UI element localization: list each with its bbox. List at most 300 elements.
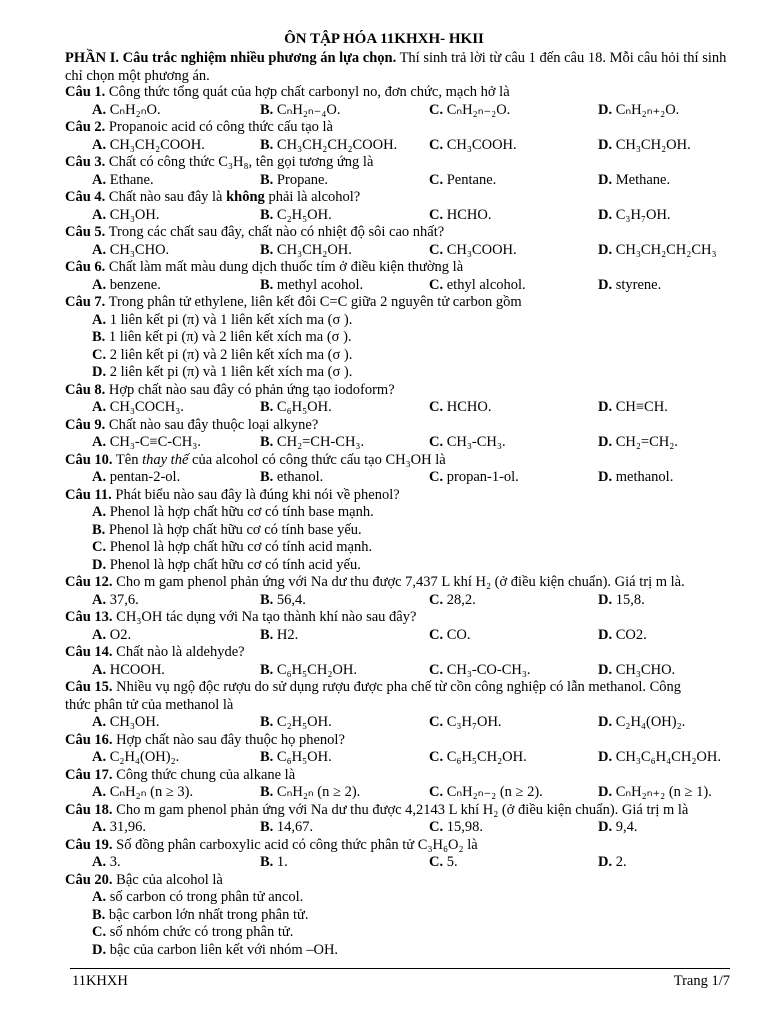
answer-text: CH₃CH₂OH. — [273, 241, 352, 258]
answer-option — [260, 172, 328, 190]
question-number: Câu 11. — [65, 486, 112, 503]
answer-letter: C. — [429, 749, 444, 765]
question-stem — [65, 487, 745, 505]
answer-letter: A. — [92, 101, 107, 118]
answer-letter: B. — [260, 101, 274, 118]
answer-option — [92, 312, 732, 330]
answer-text: H2. — [273, 626, 299, 643]
answer-letter: C. — [429, 714, 444, 730]
answer-letter: A. — [92, 714, 107, 730]
answer-letter: C. — [429, 136, 444, 153]
answer-letter: C. — [429, 276, 444, 293]
answer-letter: B. — [260, 626, 274, 643]
answer-text: pentan-2-ol. — [106, 469, 181, 485]
answer-letter: A. — [92, 504, 107, 520]
question-number: Câu 9. — [65, 416, 106, 433]
answer-option — [92, 557, 732, 575]
question-number: Câu 7. — [65, 294, 106, 310]
question-number: Câu 5. — [65, 224, 106, 240]
answer-text: CₙH₂ₙ (n ≥ 3). — [106, 784, 194, 800]
answer-letter: D. — [598, 276, 613, 293]
answer-text: số nhóm chức có trong phân tử. — [106, 924, 294, 940]
part-heading: PHẦN I. Câu trắc nghiệm nhiều phương án lựa chọn. — [65, 50, 397, 66]
answer-options-row — [65, 137, 745, 155]
answer-letter: B. — [260, 661, 274, 678]
answer-option — [260, 399, 332, 417]
answer-text: 2 liên kết pi (π) và 1 liên kết xích ma (σ ). — [106, 364, 353, 380]
answer-letter: C. — [429, 819, 444, 835]
answer-letter: B. — [260, 136, 274, 153]
page-title: ÔN TẬP HÓA 11KHXH- HKII — [284, 31, 484, 47]
answer-option — [92, 242, 169, 260]
answer-letter: C. — [429, 241, 444, 258]
answer-letter: C. — [429, 434, 444, 450]
question-text: Công thức tổng quát của hợp chất carbonyl no, đơn chức, mạch hở là — [105, 84, 510, 100]
answer-letter: B. — [260, 819, 274, 835]
answer-option — [260, 627, 298, 645]
answer-options-row — [65, 469, 745, 487]
answer-letter: D. — [598, 399, 613, 415]
answer-text: propan-1-ol. — [443, 469, 519, 485]
answer-option — [429, 102, 510, 120]
answer-text: CₙH₂ₙ₋₂O. — [443, 101, 511, 118]
answer-option — [598, 102, 679, 120]
question-number: Câu 16. — [65, 731, 113, 748]
answer-text: CH₃CH₂CH₂COOH. — [273, 136, 398, 153]
answer-option — [429, 662, 531, 680]
answer-text: 3. — [106, 854, 121, 870]
answer-text: CH₃CHO. — [106, 241, 170, 258]
answer-letter: A. — [92, 661, 107, 678]
answer-text: số carbon có trong phân tử ancol. — [106, 889, 304, 905]
question-text: Bậc của alcohol là — [112, 871, 223, 888]
question-text: Trong các chất sau đây, chất nào có nhiệt độ sôi cao nhất? — [105, 224, 445, 240]
answer-text: 1 liên kết pi (π) và 2 liên kết xích ma (σ ). — [105, 329, 352, 345]
answer-letter: D. — [598, 591, 613, 608]
footer-class-label: 11KHXH — [72, 973, 128, 989]
answer-text: CH₃CH₂OH. — [612, 136, 691, 153]
answer-letter: A. — [92, 626, 107, 643]
answer-text: CH₃CHO. — [612, 661, 676, 678]
answer-text: 1. — [273, 854, 288, 870]
answer-option — [92, 942, 732, 960]
question-text: của alcohol có công thức cấu tạo CH₃OH là — [188, 451, 446, 468]
answer-option — [598, 819, 637, 837]
question-text: Chất nào sau đây thuộc loại alkyne? — [105, 416, 319, 433]
question-stem — [65, 802, 745, 820]
question-stem — [65, 767, 745, 785]
answer-text: CₙH₂ₙ₋₄O. — [273, 101, 341, 118]
answer-option — [92, 662, 165, 680]
question-stem — [65, 224, 745, 242]
answer-text: CH₃COOH. — [443, 136, 517, 153]
question-number: Câu 12. — [65, 574, 113, 590]
answer-text: CH₃C₆H₄CH₂OH. — [612, 749, 721, 765]
answer-option — [92, 889, 732, 907]
answer-option — [92, 277, 161, 295]
answer-option — [429, 714, 502, 732]
answer-option — [429, 399, 491, 417]
answer-text: C₂H₅OH. — [273, 206, 332, 223]
answer-text: HCHO. — [443, 206, 492, 223]
answer-text: bậc của carbon liên kết với nhóm –OH. — [106, 941, 339, 958]
answer-option — [92, 364, 732, 382]
question-text: Hợp chất nào sau đây có phản ứng tạo iodoform? — [105, 381, 395, 398]
question-number: Câu 20. — [65, 871, 113, 888]
answer-letter: A. — [92, 311, 107, 328]
answer-options-row — [65, 277, 745, 295]
answer-option — [92, 819, 146, 837]
question-text-continued: thức phân tử của methanol là — [65, 696, 234, 713]
answer-options-row — [65, 819, 745, 837]
answer-letter: A. — [92, 399, 107, 415]
question-text: Hợp chất nào sau đây thuộc họ phenol? — [112, 731, 345, 748]
answer-letter: A. — [92, 469, 107, 485]
answer-options-row — [65, 662, 745, 680]
answer-option — [429, 172, 496, 190]
question-number: Câu 1. — [65, 84, 106, 100]
answer-letter: A. — [92, 819, 107, 835]
answer-letter: A. — [92, 206, 107, 223]
answer-letter: D. — [598, 241, 613, 258]
answer-text: C₃H₇OH. — [612, 206, 671, 223]
question-stem — [65, 679, 745, 697]
answer-letter: D. — [598, 749, 613, 765]
answer-letter: B. — [260, 171, 274, 188]
answer-option — [429, 749, 527, 767]
answer-letter: B. — [260, 399, 274, 415]
question-number: Câu 8. — [65, 381, 106, 398]
question-text: Chất có công thức C₃H₈, tên gọi tương ứng là — [105, 154, 374, 170]
question-stem — [65, 644, 745, 662]
question-text: Tên — [112, 451, 143, 468]
question-stem — [65, 574, 745, 592]
question-stem — [65, 732, 745, 750]
question-number: Câu 3. — [65, 154, 106, 170]
answer-text: CH₃OH. — [106, 206, 160, 223]
answer-letter: A. — [92, 784, 107, 800]
answer-text: CH₃-CO-CH₃. — [443, 661, 531, 678]
answer-text: HCHO. — [443, 399, 492, 415]
question-text: Chất nào sau đây là — [105, 189, 227, 205]
answer-option — [598, 434, 678, 452]
answer-letter: D. — [598, 171, 613, 188]
answer-text: HCOOH. — [106, 661, 165, 678]
answer-option — [260, 242, 352, 260]
answer-option — [92, 469, 180, 487]
answer-options-row — [65, 592, 745, 610]
answer-text: CH₃OH. — [106, 714, 160, 730]
question-text: Phát biểu nào sau đây là đúng khi nói về phenol? — [111, 486, 400, 503]
answer-letter: B. — [260, 714, 274, 730]
answer-text: CH₃-C≡C-CH₃. — [106, 434, 201, 450]
answer-text: CH₂=CH₂. — [612, 434, 678, 450]
question-number: Câu 10. — [65, 451, 113, 468]
answer-option — [429, 277, 526, 295]
answer-letter: B. — [92, 906, 106, 923]
answer-option — [598, 207, 671, 225]
answer-option — [429, 242, 517, 260]
answer-option — [598, 627, 647, 645]
footer-divider — [70, 968, 730, 969]
answer-letter: D. — [92, 364, 107, 380]
answer-option — [598, 242, 717, 260]
answer-text: CₙH₂ₙ₋₂ (n ≥ 2). — [443, 784, 543, 800]
answer-option — [260, 662, 357, 680]
question-text: Cho m gam phenol phản ứng với Na dư thu được 4,2143 L khí H₂ (ở điều kiện chuẩn). Giá trị m là — [112, 801, 689, 818]
question-stem — [65, 452, 745, 470]
answer-option — [92, 627, 131, 645]
answer-text: Pentane. — [443, 171, 497, 188]
answer-option — [92, 329, 732, 347]
answer-letter: A. — [92, 434, 107, 450]
answer-text: Methane. — [612, 171, 671, 188]
question-number: Câu 18. — [65, 801, 113, 818]
question-text: Propanoic acid có công thức cấu tạo là — [105, 119, 333, 135]
answer-letter: D. — [598, 626, 613, 643]
answer-options-row — [65, 242, 745, 260]
question-stem — [65, 609, 745, 627]
answer-text: CO2. — [612, 626, 647, 643]
answer-option — [92, 207, 160, 225]
answer-letter: D. — [598, 434, 613, 450]
question-stem — [65, 872, 745, 890]
answer-option — [260, 434, 364, 452]
answer-option — [92, 749, 179, 767]
answer-option — [429, 854, 458, 872]
answer-letter: A. — [92, 749, 107, 765]
answer-letter: A. — [92, 171, 107, 188]
answer-text: CₙH₂ₙO. — [106, 101, 161, 118]
answer-letter: A. — [92, 889, 107, 905]
answer-text: CₙH₂ₙ (n ≥ 2). — [273, 784, 361, 800]
answer-letter: C. — [429, 784, 444, 800]
answer-letter: B. — [260, 591, 274, 608]
question-stem — [65, 189, 745, 207]
answer-option — [429, 819, 483, 837]
answer-text: CH₂=CH-CH₃. — [273, 434, 365, 450]
answer-text: CH₃COOH. — [443, 241, 517, 258]
answer-option — [598, 714, 685, 732]
answer-option — [260, 207, 332, 225]
answer-text: CO. — [443, 626, 471, 643]
question-number: Câu 4. — [65, 189, 106, 205]
answer-letter: D. — [598, 819, 613, 835]
answer-text: C₆H₅OH. — [273, 399, 332, 415]
answer-option — [429, 784, 543, 802]
answer-text: 5. — [443, 854, 458, 870]
answer-option — [92, 539, 732, 557]
answer-text: 15,8. — [612, 591, 645, 608]
answer-options-row — [65, 784, 745, 802]
answer-letter: B. — [260, 854, 274, 870]
answer-letter: D. — [598, 136, 613, 153]
answer-letter: D. — [598, 206, 613, 223]
answer-letter: A. — [92, 854, 107, 870]
answer-letter: C. — [429, 206, 444, 223]
answer-text: 37,6. — [106, 591, 139, 608]
answer-options-row — [65, 714, 745, 732]
answer-text: Propane. — [273, 171, 329, 188]
answer-options-row — [65, 854, 745, 872]
answer-option — [92, 102, 161, 120]
answer-text: methanol. — [612, 469, 674, 485]
answer-option — [598, 399, 668, 417]
answer-option — [598, 172, 670, 190]
answer-text: Phenol là hợp chất hữu cơ có tính acid yếu. — [106, 556, 361, 573]
answer-option — [92, 907, 732, 925]
answer-text: 28,2. — [443, 591, 476, 608]
answer-option — [260, 277, 363, 295]
answer-option — [260, 469, 323, 487]
question-stem — [65, 294, 745, 312]
answer-text: C₃H₇OH. — [443, 714, 502, 730]
footer-page-number: Trang 1/7 — [673, 973, 730, 989]
answer-text: CH₃-CH₃. — [443, 434, 506, 450]
answer-options-row — [65, 172, 745, 190]
answer-letter: C. — [429, 101, 444, 118]
answer-option — [92, 434, 201, 452]
answer-text: 2. — [612, 854, 627, 870]
answer-option — [260, 749, 332, 767]
question-emphasis: không — [226, 189, 265, 205]
question-stem — [65, 259, 745, 277]
answer-letter: D. — [598, 101, 613, 118]
answer-letter: A. — [92, 241, 107, 258]
answer-letter: C. — [429, 171, 444, 188]
answer-option — [92, 784, 193, 802]
answer-option — [92, 522, 732, 540]
question-text: CH₃OH tác dụng với Na tạo thành khí nào sau đây? — [112, 609, 417, 625]
answer-option — [429, 137, 517, 155]
answer-text: CH₃COCH₃. — [106, 399, 184, 415]
answer-option — [92, 504, 732, 522]
answer-letter: C. — [429, 854, 444, 870]
part-intro — [65, 50, 735, 85]
question-stem — [65, 119, 745, 137]
answer-text: 9,4. — [612, 819, 638, 835]
answer-option — [260, 784, 360, 802]
answer-letter: C. — [92, 346, 107, 363]
answer-text: C₆H₅CH₂OH. — [273, 661, 357, 678]
answer-letter: B. — [260, 749, 274, 765]
answer-text: methyl acohol. — [273, 276, 364, 293]
answer-option — [598, 277, 661, 295]
answer-option — [260, 714, 332, 732]
answer-option — [260, 102, 340, 120]
question-text: Trong phân tử ethylene, liên kết đôi C=C giữa 2 nguyên tử carbon gồm — [105, 294, 522, 310]
answer-option — [429, 592, 476, 610]
answer-text: 15,98. — [443, 819, 483, 835]
answer-option — [92, 137, 205, 155]
answer-options-row — [65, 399, 745, 417]
answer-text: CₙH₂ₙ₊₂ (n ≥ 1). — [612, 784, 712, 800]
answer-option — [598, 749, 721, 767]
answer-letter: D. — [598, 784, 613, 800]
answer-option — [598, 592, 645, 610]
answer-letter: B. — [260, 469, 274, 485]
answer-option — [598, 784, 712, 802]
question-number: Câu 15. — [65, 679, 113, 695]
answer-text: C₂H₄(OH)₂. — [612, 714, 686, 730]
answer-letter: B. — [260, 434, 274, 450]
question-number: Câu 13. — [65, 609, 113, 625]
answer-letter: D. — [598, 714, 613, 730]
answer-text: Phenol là hợp chất hữu cơ có tính base yếu. — [105, 521, 362, 538]
answer-text: 31,96. — [106, 819, 146, 835]
answer-option — [92, 924, 732, 942]
answer-option — [598, 854, 627, 872]
answer-text: 14,67. — [273, 819, 314, 835]
answer-text: 1 liên kết pi (π) và 1 liên kết xích ma (σ ). — [106, 311, 353, 328]
answer-text: C₆H₅OH. — [273, 749, 332, 765]
question-text: Chất làm mất màu dung dịch thuốc tím ở điều kiện thường là — [105, 259, 464, 275]
answer-option — [92, 399, 184, 417]
answer-option — [429, 627, 471, 645]
answer-text: C₆H₅CH₂OH. — [443, 749, 527, 765]
question-text: Công thức chung của alkane là — [112, 766, 296, 783]
answer-letter: B. — [260, 206, 274, 223]
answer-letter: A. — [92, 276, 107, 293]
answer-option — [429, 469, 519, 487]
answer-letter: A. — [92, 591, 107, 608]
answer-option — [260, 137, 397, 155]
answer-letter: D. — [92, 556, 107, 573]
question-stem — [65, 84, 745, 102]
answer-letter: D. — [598, 469, 613, 485]
answer-text: CH₃CH₂COOH. — [106, 136, 205, 153]
question-stem — [65, 154, 745, 172]
question-stem — [65, 837, 745, 855]
answer-option — [92, 854, 121, 872]
answer-option — [598, 137, 691, 155]
answer-letter: C. — [429, 591, 444, 608]
question-number: Câu 19. — [65, 836, 113, 853]
answer-text: CH₃CH₂CH₂CH₃ — [612, 241, 717, 258]
answer-text: Phenol là hợp chất hữu cơ có tính acid mạnh. — [106, 539, 373, 555]
question-emphasis: thay thế — [142, 451, 189, 468]
answer-option — [429, 434, 506, 452]
answer-letter: B. — [260, 276, 274, 293]
answer-text: CₙH₂ₙ₊₂O. — [612, 101, 680, 118]
answer-options-row — [65, 434, 745, 452]
answer-letter: D. — [598, 854, 613, 870]
question-text: Chất nào là aldehyde? — [112, 644, 245, 660]
question-text: Số đồng phân carboxylic acid có công thức phân tử C₃H₆O₂ là — [112, 836, 478, 853]
part-instruction: Thí sinh trả lời từ câu 1 đến câu 18. Mỗi câu hỏi thí sinh chỉ chọn một phương án. — [65, 50, 727, 84]
answer-text: CH≡CH. — [612, 399, 668, 415]
answer-option — [260, 854, 288, 872]
answer-text: C₂H₄(OH)₂. — [106, 749, 180, 765]
answer-text: ethanol. — [273, 469, 324, 485]
answer-text: O2. — [106, 626, 132, 643]
answer-option — [92, 714, 160, 732]
question-stem — [65, 417, 745, 435]
answer-text: C₂H₅OH. — [273, 714, 332, 730]
answer-options-row — [65, 102, 745, 120]
answer-option — [260, 592, 306, 610]
answer-options-row — [65, 627, 745, 645]
answer-text: Ethane. — [106, 171, 154, 188]
answer-letter: B. — [92, 521, 106, 538]
answer-option — [598, 662, 675, 680]
question-text: Nhiều vụ ngộ độc rượu do sử dụng rượu được pha chế từ cồn công nghiệp có lẫn methanol. Công — [112, 679, 682, 695]
question-stem — [65, 382, 745, 400]
answer-letter: B. — [260, 241, 274, 258]
answer-letter: D. — [598, 661, 613, 678]
answer-option — [92, 592, 139, 610]
answer-option — [598, 469, 673, 487]
